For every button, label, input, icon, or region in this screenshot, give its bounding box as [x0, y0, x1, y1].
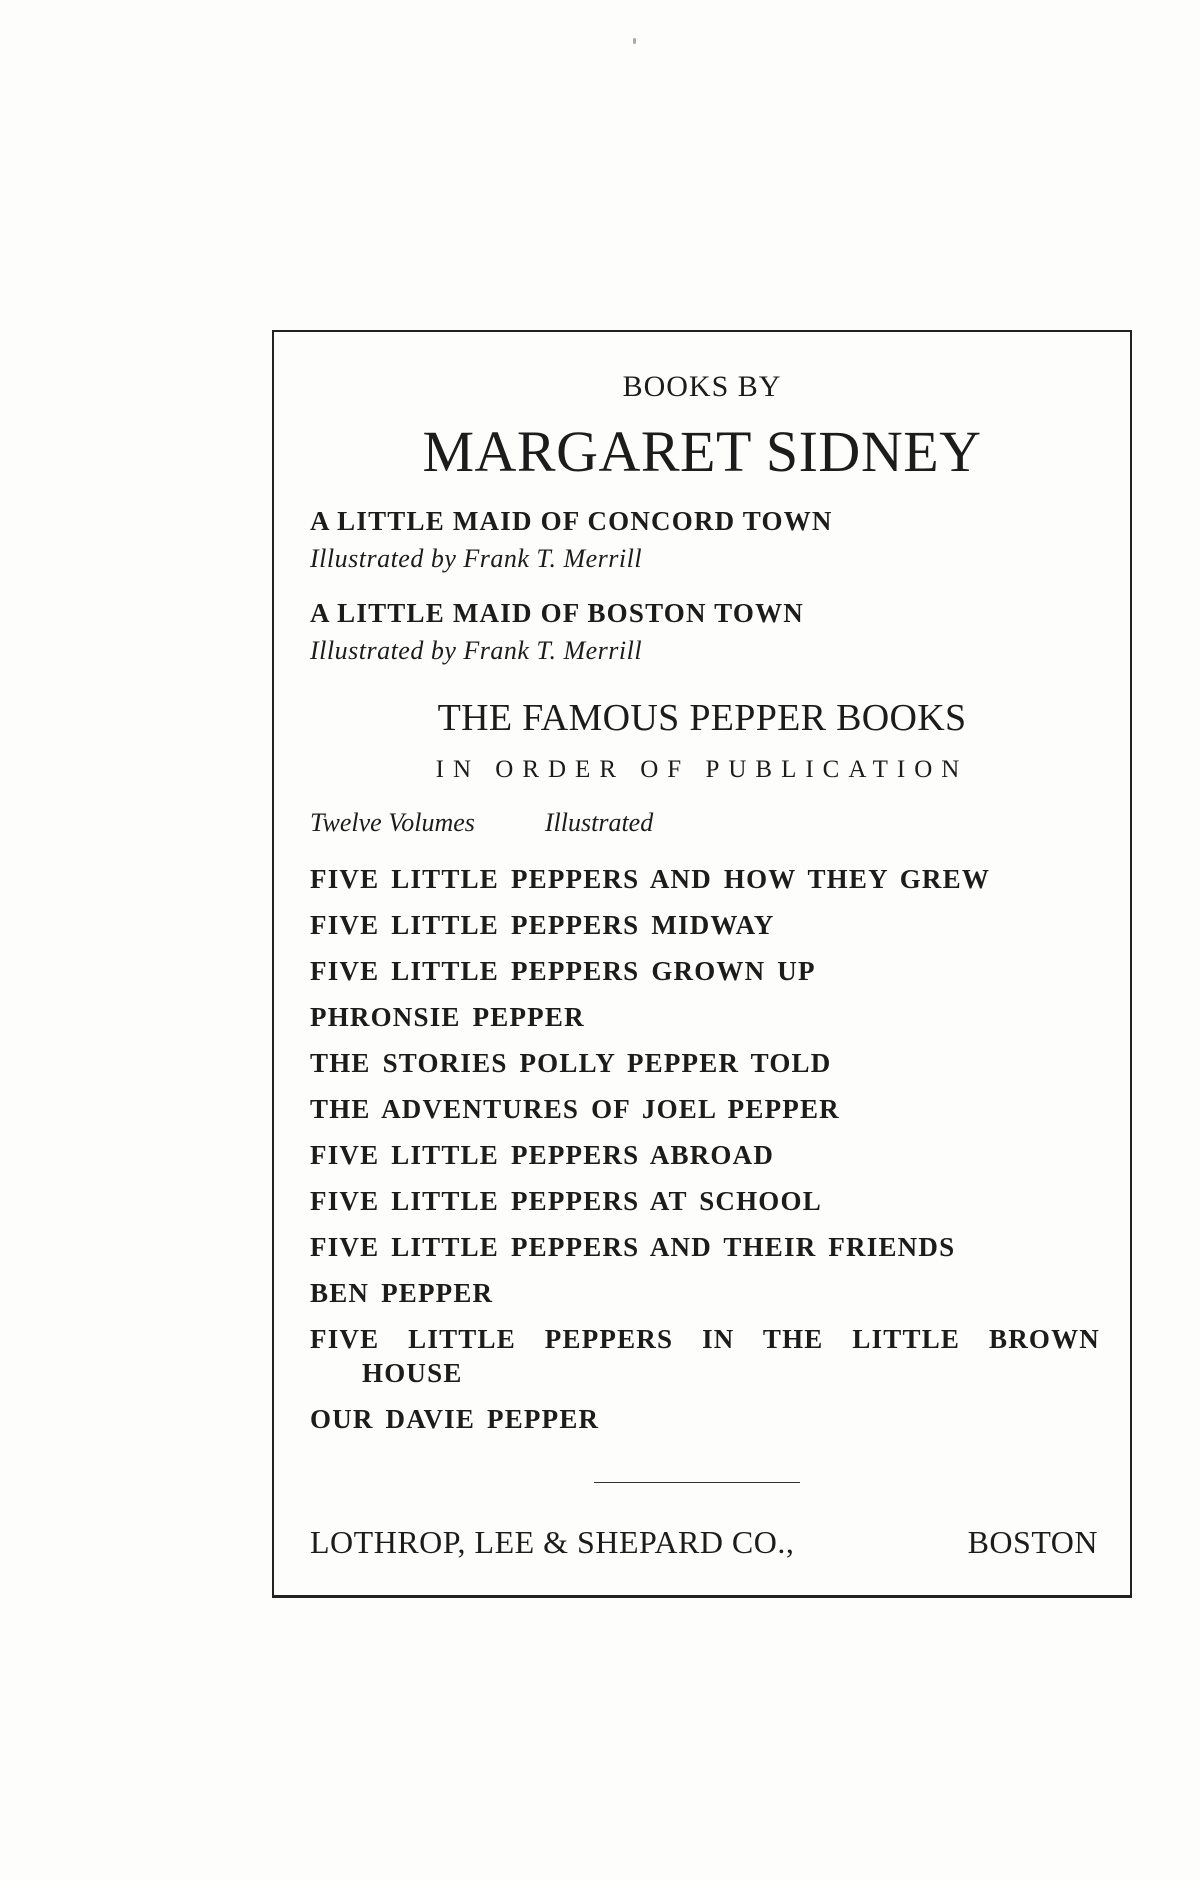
paper-speck: [633, 38, 636, 44]
list-item: FIVE LITTLE PEPPERS GROWN UP: [310, 956, 816, 986]
illustrated-note: Illustrated: [544, 808, 654, 837]
standalone-book-illustrator: Illustrated by Frank T. Merrill: [310, 544, 643, 573]
list-item: FIVE LITTLE PEPPERS ABROAD: [310, 1140, 775, 1170]
list-item: FIVE LITTLE PEPPERS AT SCHOOL: [310, 1186, 822, 1216]
list-item: FIVE LITTLE PEPPERS AND THEIR FRIENDS: [310, 1232, 956, 1262]
series-subheading: IN ORDER OF PUBLICATION: [435, 756, 969, 783]
publisher-line: [310, 1524, 1098, 1561]
publisher-name: LOTHROP, LEE & SHEPARD CO.,: [310, 1524, 795, 1560]
pepper-books-list: [310, 862, 1100, 1448]
list-item: PHRONSIE PEPPER: [310, 1002, 585, 1032]
author-name: MARGARET SIDNEY: [422, 419, 982, 484]
list-item-wrapped: [310, 1322, 1100, 1390]
volumes-count-note: Twelve Volumes: [310, 808, 475, 837]
series-volumes-note: [310, 808, 653, 838]
list-item: BEN PEPPER: [310, 1278, 494, 1308]
list-item: FIVE LITTLE PEPPERS MIDWAY: [310, 910, 775, 940]
divider-rule: [594, 1482, 800, 1483]
advertisement-frame: [272, 330, 1132, 1598]
standalone-book-title: A LITTLE MAID OF BOSTON TOWN: [310, 598, 804, 628]
series-heading: THE FAMOUS PEPPER BOOKS: [437, 697, 967, 739]
standalone-book-illustrator: Illustrated by Frank T. Merrill: [310, 636, 643, 665]
books-by-label: BOOKS BY: [622, 370, 782, 403]
list-item: THE STORIES POLLY PEPPER TOLD: [310, 1048, 832, 1078]
wrapped-title-line: FIVE LITTLE PEPPERS IN THE LITTLE BROWN: [310, 1324, 1100, 1354]
publisher-city: BOSTON: [967, 1524, 1098, 1560]
list-item: OUR DAVIE PEPPER: [310, 1404, 600, 1434]
standalone-book-title: A LITTLE MAID OF CONCORD TOWN: [310, 506, 833, 536]
list-item: FIVE LITTLE PEPPERS AND HOW THEY GREW: [310, 864, 991, 894]
wrapped-title-line: HOUSE: [362, 1358, 463, 1388]
list-item: THE ADVENTURES OF JOEL PEPPER: [310, 1094, 840, 1124]
